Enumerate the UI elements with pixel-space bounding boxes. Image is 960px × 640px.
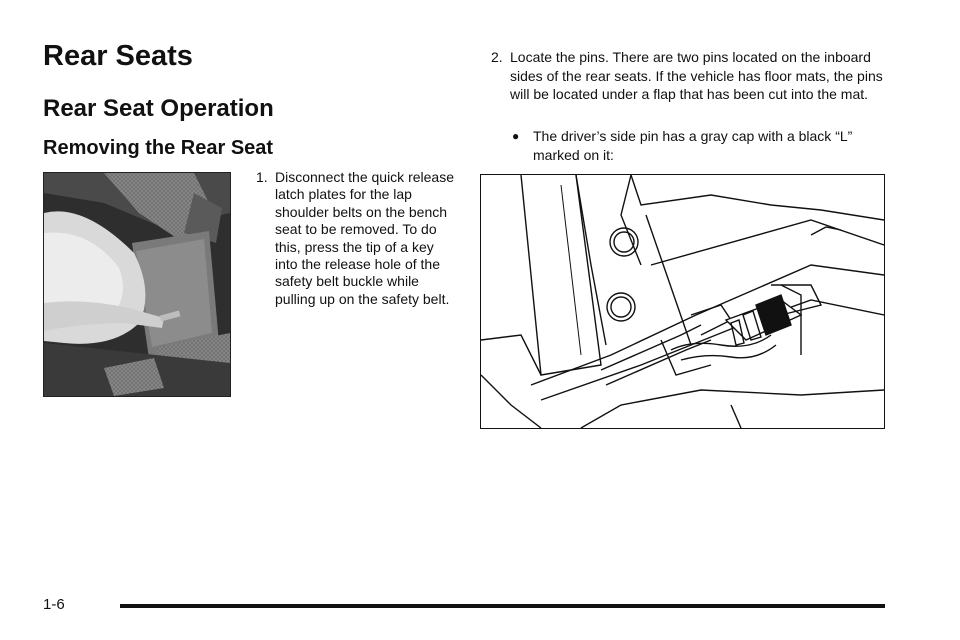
step-2: [491, 48, 891, 104]
step-1: [256, 169, 456, 308]
section-heading: Rear Seat Operation: [43, 95, 274, 122]
step-number: 2.: [491, 49, 503, 65]
page-title: Rear Seats: [43, 40, 193, 72]
step-text: Disconnect the quick release latch plates for the lap shoulder belts on the bench seat to be removed. To do this, press the tip of a key into the release hole of the safety belt buckle while pulling up on the safety belt.: [275, 169, 454, 307]
bullet-item: [512, 127, 892, 165]
bullet-text: The driver’s side pin has a gray cap with a black “L” marked on it:: [533, 128, 853, 163]
step-number: 1.: [256, 169, 268, 185]
footer-divider: [120, 604, 885, 608]
step-text: Locate the pins. There are two pins located on the inboard sides of the rear seats. If the vehicle has floor mats, the pins will be located under a flap that has been cut into the mat.: [510, 49, 883, 103]
bullet-icon: ●: [512, 129, 520, 143]
buckle-photo: [43, 172, 231, 397]
seat-pin-diagram: [480, 174, 885, 429]
page-number: 1-6: [43, 596, 65, 613]
subsection-heading: Removing the Rear Seat: [43, 137, 274, 159]
